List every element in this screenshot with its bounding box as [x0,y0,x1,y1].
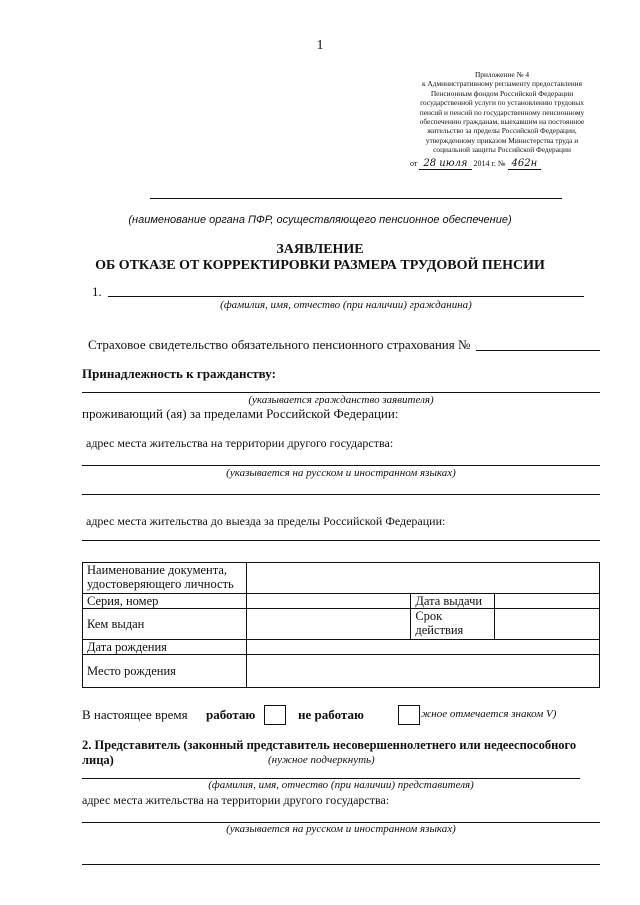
organ-caption: (наименование органа ПФР, осуществляющего пенсионное обеспечение) [128,214,512,226]
rep-language-caption: (указывается на русском и иностранном языках) [226,823,456,835]
residing-label: проживающий (ая) за пределами Российской Федерации: [82,406,399,421]
series-cell[interactable] [246,594,411,609]
issue-date-label: Дата выдачи [411,594,495,609]
identity-document-table [82,562,600,688]
working-checkbox[interactable] [264,705,286,725]
document-title: ЗАЯВЛЕНИЕ [276,242,364,257]
employment-label: В настоящее время [82,707,188,722]
not-working-label: не работаю [298,707,364,722]
snils-label: Страховое свидетельство обязательного пенсионного страхования № [88,337,471,352]
birth-place-label: Место рождения [83,655,247,688]
handwritten-order-number: 462н [508,158,542,170]
section1-number: 1. [92,284,102,299]
appendix-line: жительство за пределы Российской Федерации, [427,126,577,136]
page-number: 1 [316,38,324,53]
doc-name-label: Наименование документа, удостоверяющего личность [83,563,247,594]
date-prefix: от [410,159,418,168]
address-foreign-label: адрес места жительства на территории другого государства: [86,436,394,450]
citizenship-label: Принадлежность к гражданству: [82,366,276,381]
birth-place-cell[interactable] [246,655,599,688]
appendix-line: пенсий и пенсий по государственному пенсионному [419,107,585,117]
series-label: Серия, номер [83,594,247,609]
appendix-line: обеспечению гражданам, выехавшим на постоянное [419,117,585,127]
address-foreign-field-2[interactable] [82,494,600,495]
address-before-label: адрес места жительства до выезда за пределы Российской Федерации: [86,514,446,528]
organ-name-field[interactable] [150,198,562,199]
validity-label: Срок действия [411,609,495,640]
birth-date-label: Дата рождения [83,640,247,655]
citizenship-field[interactable] [82,392,600,393]
employment-note: жное отмечается знаком V) [421,708,557,720]
appendix-date [410,158,541,169]
rep-address-field-2[interactable] [82,864,600,865]
validity-cell[interactable] [495,609,600,640]
issued-by-label: Кем выдан [83,609,247,640]
section2-note: (нужное подчеркнуть) [268,754,375,766]
address-foreign-field[interactable] [82,465,600,466]
birth-date-cell[interactable] [246,640,599,655]
address-before-field[interactable] [82,540,600,541]
rep-fio-caption: (фамилия, имя, отчество (при наличии) представителя) [208,779,474,791]
rep-address-label: адрес места жительства на территории другого государства: [82,793,390,807]
citizenship-caption: (указывается гражданство заявителя) [248,394,434,406]
issued-by-cell[interactable] [246,609,411,640]
appendix-line: утвержденному приказом Министерства труда и [425,135,579,145]
fio-caption: (фамилия, имя, отчество (при наличии) гражданина) [220,299,472,311]
document-subtitle: ОБ ОТКАЗЕ ОТ КОРРЕКТИРОВКИ РАЗМЕРА ТРУДОВОЙ ПЕНСИИ [95,258,545,273]
snils-field[interactable] [476,350,600,351]
fio-field[interactable] [108,296,584,297]
appendix-line: к Административному регламенту предоставления [421,79,583,89]
doc-name-cell[interactable] [246,563,599,594]
section2-title: 2. Представитель (законный представитель несовершеннолетнего или недееспособного [82,738,577,752]
section2-title-2: лица) [82,753,114,767]
language-caption: (указывается на русском и иностранном языках) [226,467,456,479]
working-label: работаю [206,707,256,722]
appendix-line: социальной защиты Российской Федерации [433,145,571,155]
appendix-line: государственной услуги по установлению трудовых [420,98,584,108]
appendix-reference [392,70,612,155]
issue-date-cell[interactable] [495,594,600,609]
appendix-line: Приложение № 4 [474,70,530,79]
handwritten-date: 28 июля [419,158,471,170]
date-year: 2014 г. № [473,159,506,168]
not-working-checkbox[interactable] [398,705,420,725]
appendix-line: Пенсионным фондом Российской Федерации [430,88,574,98]
